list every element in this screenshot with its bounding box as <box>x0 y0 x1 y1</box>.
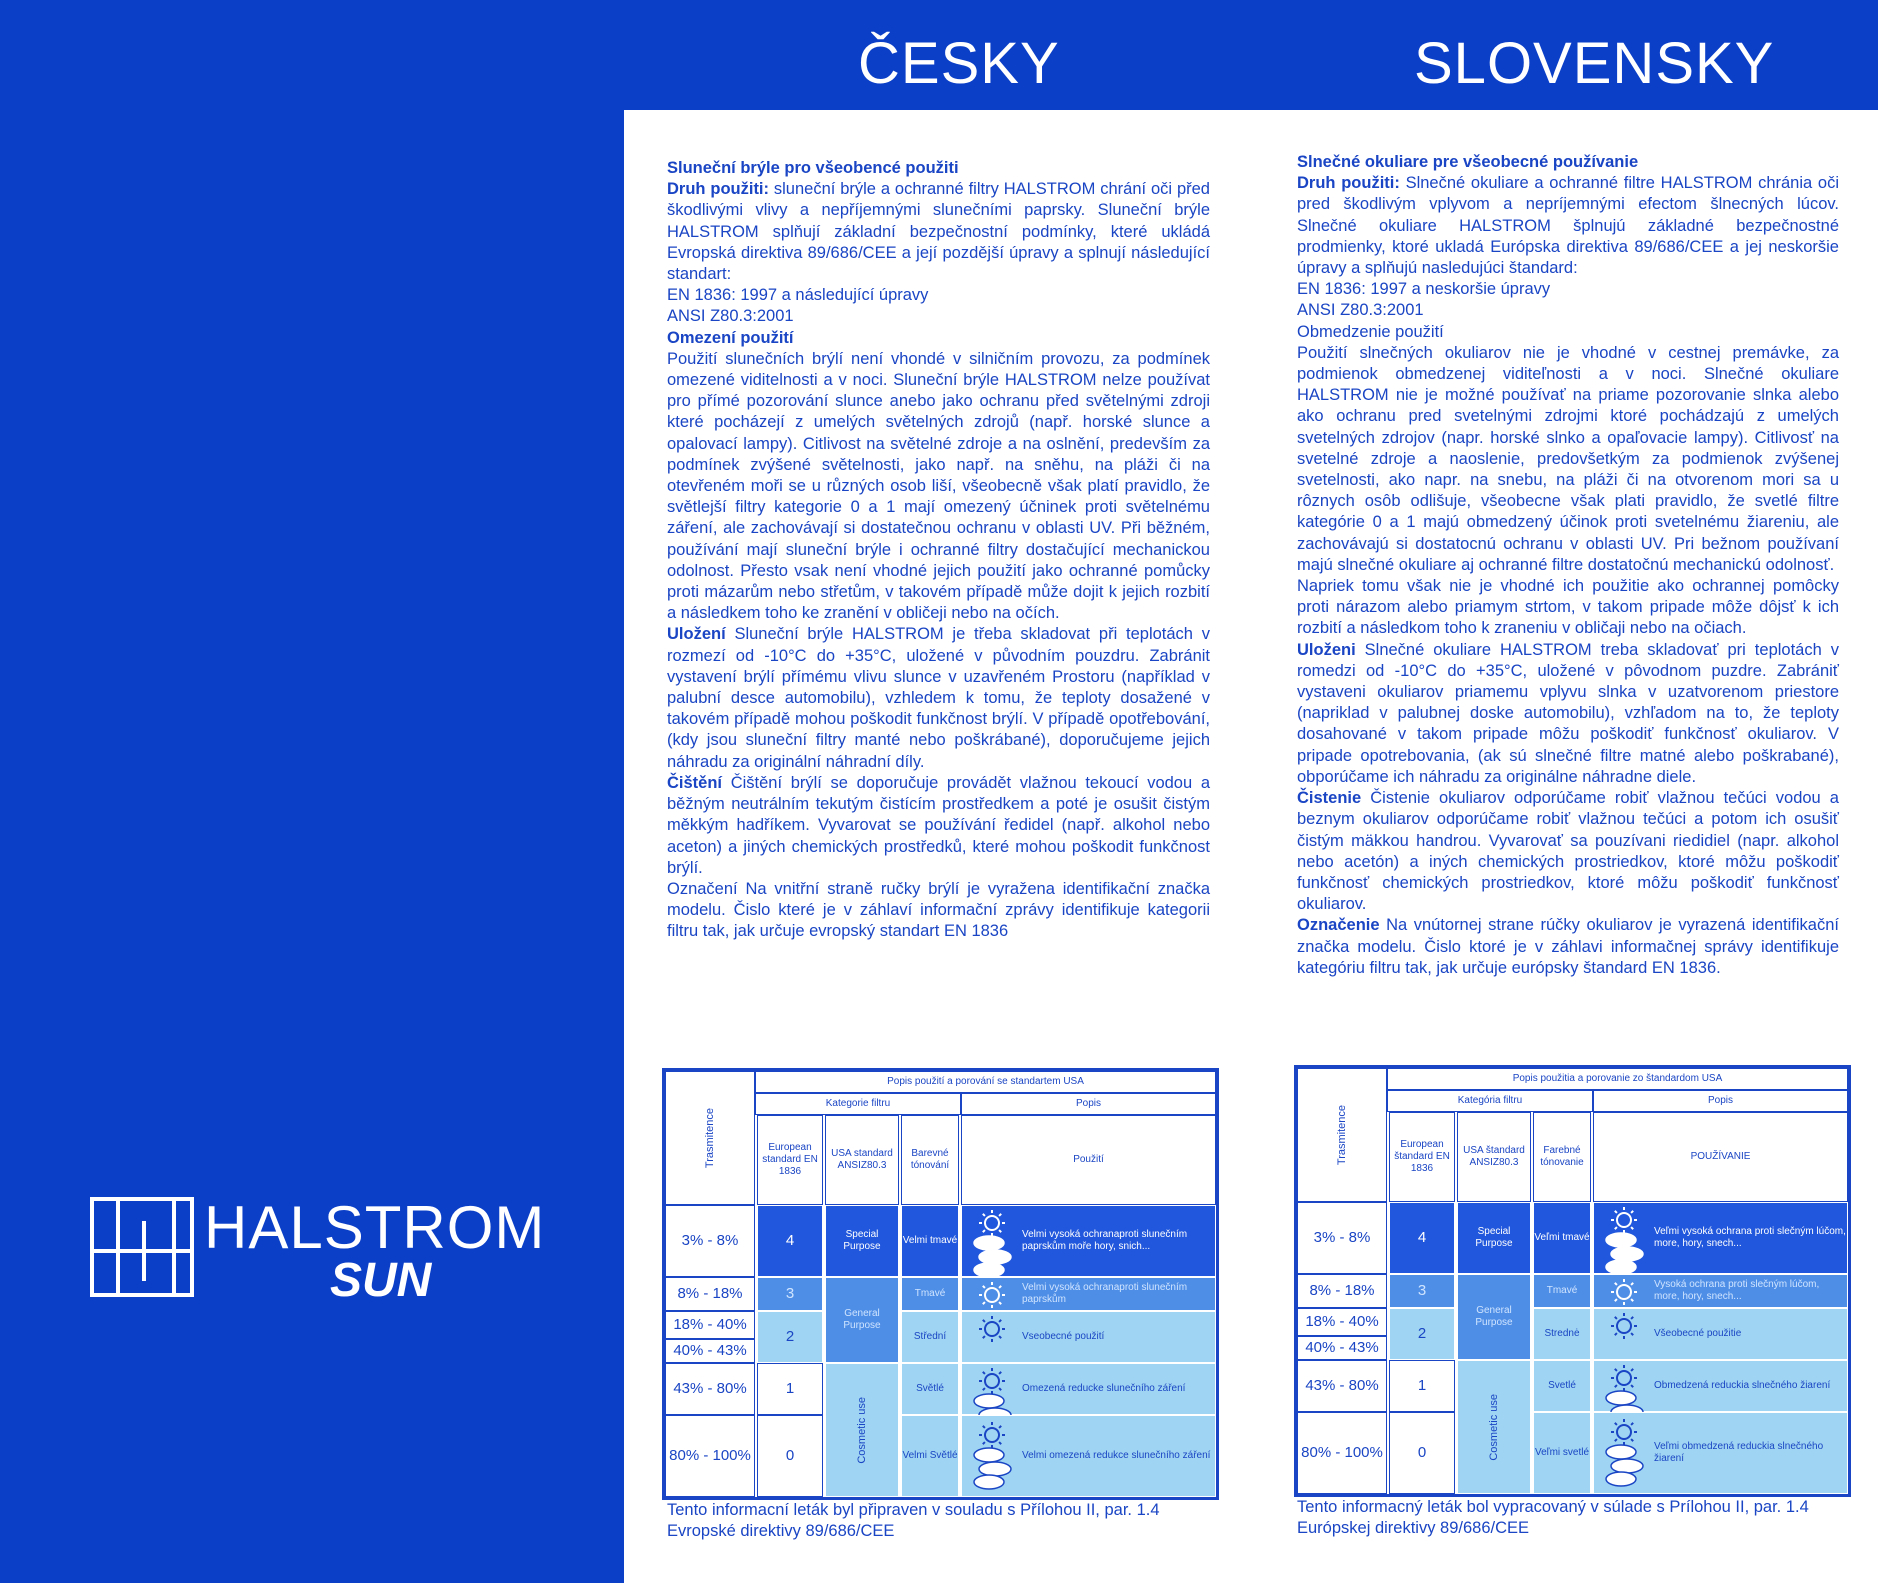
table-row-european: 4 <box>1389 1202 1455 1274</box>
table-row-usa: General Purpose <box>1457 1274 1531 1360</box>
table-row-european: 0 <box>1389 1412 1455 1494</box>
sk-limitations-text: Použití slnečných okuliarov nie je vhodné v cestnej premávke, za podmienok obmedzenej viditeľnosti a v noci. Slnečné okuliare HALSTROM nie je možné používať na priame pozorovanie slnka alebo ako ochranu pred svetelnými zdrojmi ktoré pochádzajú z umelých svetelných zdrojov (napr. horské slnko a opaľovacie lampy). Citlivosť na svetelné zdroje a naoslenie, predovšetkým za podmienok zvýšenej svetelnosti, ako napr. na snebu, na pláži či na otvorenom mori sa u rôznych osôb odlišuje, všeobecne však plati pravidlo, že svetlé filtre kategórie 0 a 1 majú obmedzený účinok proti svetelnému žiareniu, ale zachovávajú si dostatocnú ochranu v oblasti UV. Pri bežnom používaní majú slnečné okuliare aj ochranné filtre dostatočnú mechanickú odolnosť. <box>1297 343 1839 574</box>
table-row-transmittance: 43% - 80% <box>1297 1360 1387 1412</box>
cz-usage-label: Druh použiti: <box>667 180 770 199</box>
table-row-usage: Všeobecné použitie <box>1593 1308 1848 1360</box>
cz-filter-table <box>662 1068 1219 1500</box>
table-category-header: Kategorie filtru <box>755 1093 961 1115</box>
table-row-european: 4 <box>757 1205 823 1277</box>
table-row-usage: Veľmi obmedzená reduckia slnečného žiarení <box>1593 1412 1848 1494</box>
table-row-european: 0 <box>757 1415 823 1497</box>
sk-cleaning-label: Čistenie <box>1297 789 1362 808</box>
sk-marking-label: Označenie <box>1297 916 1380 935</box>
sk-marking-paragraph <box>1297 915 1839 979</box>
language-heading-slovak: SLOVENSKY <box>1414 31 1775 96</box>
table-row-usage: Velmi omezená redukce slunečního záření <box>961 1415 1216 1497</box>
table-row-transmittance: 18% - 40% <box>1297 1308 1387 1336</box>
table-row-tone: Světlé <box>901 1363 959 1415</box>
table-transmittance-label: Trasmitence <box>704 1107 716 1169</box>
table-row-usa: Special Purpose <box>1457 1202 1531 1274</box>
table-row-tone: Střední <box>901 1311 959 1363</box>
table-row-transmittance: 3% - 8% <box>665 1205 755 1277</box>
halstrom-sun-logo <box>90 1194 546 1307</box>
cz-storage-text: Sluneční brýle HALSTROM je třeba skladovat při teplotách v rozmezí od -10°C do +35°C, uložené v původním pouzdru. Zabránit vystavení brýlí přímému vlivu slunce v uzavřeném Prostoru (například v palubní desce automobilu), vzhledem k tomu, že teploty dosažené v takovém případě mohou poškodit funkčnost brýlí. V případě opotřebování, (kdy jsou sluneční filtry manté nebo poškrábané), doporučujeme jejich náhradu za originální náhradní díly. <box>667 625 1210 771</box>
table-row-usa: General Purpose <box>825 1277 899 1363</box>
table-transmittance-header <box>665 1071 755 1205</box>
table-transmittance-header <box>1297 1068 1387 1202</box>
sun-icon <box>969 1421 1015 1491</box>
sun-icon <box>969 1315 1015 1349</box>
table-cosmetic-use-label: Cosmetic use <box>856 1396 868 1464</box>
sk-storage-label: Uloženi <box>1297 640 1356 659</box>
cz-footer-note: Tento informacní leták byl připraven v souladu s Přílohou II, par. 1.4 Evropské direktivy 89/686/CEE <box>667 1501 1160 1540</box>
sun-icon <box>1601 1278 1647 1312</box>
sk-cleaning-text: Čistenie okuliarov odporúčame robiť vlažnou tečúci vodou a beznym okuliarov odporúčame robiť vlažnou tečúci a potom ich osušiť čistým mäkkou handrou. Vyvarovať sa pouzívani riedidiel (napr. alkohol nebo acetón) a iných chemických prostriedkov, ktoré môžu poškodiť funkčnosť chemických prostriedkov, ktoré môžu poškodiť funkčnosť okuliarov. <box>1297 789 1839 914</box>
sk-standard-1: EN 1836: 1997 a neskoršie úpravy <box>1297 280 1551 299</box>
cz-cleaning-text: Čištění brýlí se doporučuje provádět vlažnou tekoucí vodou a běžným neutrálním tekutým čistícím prostředkem a poté je osušit čistým měkkým hadříkem. Vyvarovat se používání ředidel (např. alkohol nebo aceton) a jiných chemických prostředků, které mohou poškodit funkčnost brýlí. <box>667 773 1210 877</box>
table-row-usage: Veľmi vysoká ochrana proti slečným lúčom, more, hory, snech... <box>1593 1202 1848 1274</box>
cz-storage-label: Uložení <box>667 625 726 644</box>
table-col-usa: USA štandard ANSIZ80.3 <box>1457 1112 1531 1202</box>
cz-cleaning-paragraph <box>667 773 1210 879</box>
table-category-header: Kategória filtru <box>1387 1090 1593 1112</box>
sk-footer-note: Tento informacný leták bol vypracovaný v súlade s Prílohou II, par. 1.4 Európskej direktivy 89/686/CEE <box>1297 1498 1809 1537</box>
table-row-european: 2 <box>1389 1308 1455 1360</box>
sun-icon <box>1601 1206 1647 1276</box>
table-row-transmittance: 8% - 18% <box>1297 1274 1387 1308</box>
table-row-usa-cosmetic <box>1457 1360 1531 1494</box>
logo-name: HALSTROM <box>204 1194 546 1261</box>
table-col-tone: Barevné tónování <box>901 1115 959 1205</box>
table-row-european: 3 <box>757 1277 823 1311</box>
table-row-european: 3 <box>1389 1274 1455 1308</box>
table-col-tone: Farebné tónovanie <box>1533 1112 1591 1202</box>
table-col-european: European standard EN 1836 <box>757 1115 823 1205</box>
cz-storage-paragraph <box>667 624 1210 772</box>
table-row-usage: Vysoká ochrana proti slečným lúčom, more, hory, snech... <box>1593 1274 1848 1308</box>
table-row-usage: Omezená reducke slunečního záření <box>961 1363 1216 1415</box>
cz-usage-paragraph <box>667 179 1210 285</box>
table-row-transmittance: 40% - 43% <box>665 1339 755 1363</box>
table-description-header: Popis <box>961 1093 1216 1115</box>
table-col-usage: POUŽÍVANIE <box>1593 1112 1848 1202</box>
table-row-usa: Special Purpose <box>825 1205 899 1277</box>
sk-storage-text: Slnečné okuliare HALSTROM treba skladovať pri teplotách v romedzi od -10°C do +35°C, uložené v pôvodnom puzdre. Zabrániť vystaveni okuliarov priamemu vplyvu slnka v uzatvorenom priestore (napriklad v palubnej doske automobilu), vzhľadom na to, že teploty dosahované v takom pripade môžu poškodiť funkčnosť okuliarov. V pripade opotrebovania, (ak sú slnečné filtre matné alebo poškrabané), obporúčame ich náhradu za originálne náhradne diele. <box>1297 640 1839 786</box>
sk-usage-text: Slnečné okuliare a ochranné filtre HALSTROM chránia oči pred škodlivým vplyvom a nepríjemnými efectom šlnecných lúcov. Slnečné okuliare HALSTROM šplnujú základné bezpečnostné prodmienky, ktoré ukladá Európska direktiva 89/686/CEE a jej neskoršie úpravy a splňujú nasledujúci štandard: <box>1297 174 1839 278</box>
sun-icon <box>1601 1312 1647 1346</box>
cz-cleaning-label: Čištění <box>667 773 723 792</box>
table-row-tone: Tmavé <box>901 1277 959 1311</box>
table-row-european: 1 <box>1389 1360 1455 1412</box>
table-row-usage: Velmi vysoká ochranaproti slunečním paprskům <box>961 1277 1216 1311</box>
logo-mark-icon <box>90 1197 194 1297</box>
table-row-european: 2 <box>757 1311 823 1363</box>
sk-title: Slnečné okuliare pre všeobecné používanie <box>1297 153 1639 171</box>
sk-standard-2: ANSI Z80.3:2001 <box>1297 301 1424 320</box>
table-col-usage: Použití <box>961 1115 1216 1205</box>
table-header: Popis použitia a porovanie zo štandardom USA <box>1387 1068 1848 1090</box>
table-row-transmittance: 8% - 18% <box>665 1277 755 1311</box>
table-row-usage: Vseobecné použití <box>961 1311 1216 1363</box>
table-col-european: European štandard EN 1836 <box>1389 1112 1455 1202</box>
table-row-tone: Veľmi svetlé <box>1533 1412 1591 1494</box>
table-row-usa-cosmetic <box>825 1363 899 1497</box>
sk-limitations-text-2: Napriek tomu však nie je vhodné ich použitie ako ochrannej pomôcky proti nárazom alebo priamym strtom, v takom pripade môže dôjsť k ich rozbití a následkom toho k zraneniu v obličaji nebo na očiach. <box>1297 577 1839 638</box>
cz-limitations-title: Omezení použití <box>667 328 794 347</box>
table-transmittance-label: Trasmitence <box>1336 1104 1348 1166</box>
cz-standard-1: EN 1836: 1997 a následující úpravy <box>667 286 929 305</box>
table-row-usage: Obmedzená reduckia slnečného žiarení <box>1593 1360 1848 1412</box>
sk-usage-paragraph <box>1297 173 1839 279</box>
table-description-header: Popis <box>1593 1090 1848 1112</box>
sk-storage-paragraph <box>1297 640 1839 788</box>
czech-text-column <box>667 158 1210 943</box>
logo-sub: SUN <box>330 1254 432 1307</box>
language-heading-czech: ČESKY <box>858 31 1060 96</box>
cz-marking-text: Označení Na vnitřní straně ručky brýlí je vyražena identifikační značka modelu. Čislo které je v záhlaví informační zprávy identifikuje kategorii filtru tak, jak určuje evropský standart EN 1836 <box>667 879 1210 941</box>
table-row-transmittance: 43% - 80% <box>665 1363 755 1415</box>
sk-marking-text: Na vnútornej strane rúčky okuliarov je vyrazená identifikační značka modelu. Čislo ktoré je v záhlavi informačnej správy identifikuje kategóriu filtru tak, jak určuje európsky štandard EN 1836. <box>1297 916 1839 977</box>
sk-usage-label: Druh použiti: <box>1297 174 1400 193</box>
sk-limitations-title: Obmedzenie použití <box>1297 322 1444 341</box>
sk-cleaning-paragraph <box>1297 788 1839 915</box>
sun-icon <box>1601 1418 1647 1488</box>
cz-usage-text: sluneční brýle a ochranné filtry HALSTROM chrání oči před škodlivými vlivy a nepříjemnými slunečními paprsky. Sluneční brýle HALSTROM splňují základní bezpečnostní podmínky, které ukládá Evropská direktiva 89/686/CEE a její pozdější úpravy a splnují následující standart: <box>667 180 1210 284</box>
table-header: Popis použití a porování se standartem USA <box>755 1071 1216 1093</box>
table-row-transmittance: 80% - 100% <box>665 1415 755 1497</box>
table-cosmetic-use-label: Cosmetic use <box>1488 1393 1500 1461</box>
slovak-text-column <box>1297 152 1839 979</box>
table-row-tone: Svetlé <box>1533 1360 1591 1412</box>
sk-filter-table <box>1294 1065 1851 1497</box>
sun-icon <box>969 1281 1015 1315</box>
table-row-tone: Velmi tmavé <box>901 1205 959 1277</box>
cz-standard-2: ANSI Z80.3:2001 <box>667 307 794 326</box>
table-row-tone: Velmi Světlé <box>901 1415 959 1497</box>
table-row-transmittance: 80% - 100% <box>1297 1412 1387 1494</box>
table-row-tone: Strednė <box>1533 1308 1591 1360</box>
table-row-transmittance: 3% - 8% <box>1297 1202 1387 1274</box>
table-row-usage: Velmi vysoká ochranaproti slunečním paprskům moře hory, snich... <box>961 1205 1216 1277</box>
table-row-european: 1 <box>757 1363 823 1415</box>
table-row-tone: Veľmi tmavé <box>1533 1202 1591 1274</box>
sun-icon <box>969 1209 1015 1279</box>
cz-title: Sluneční brýle pro všeobencé použiti <box>667 159 959 177</box>
table-row-tone: Tmavé <box>1533 1274 1591 1308</box>
table-row-transmittance: 18% - 40% <box>665 1311 755 1339</box>
cz-limitations-text: Použití slunečních brýlí není vhondé v silničním provozu, za podmínek omezené viditelnosti a v noci. Sluneční brýle HALSTROM nelze používat pro přímé pozorování slunce anebo jako ochranu před světelnými zdroji které pocházejí z umelých světelných zdrojů (např. horské slunce a opalovací lampy). Citlivost na světelné zdroje a na oslnění, predevším za podmínek zvýšené světelnosti, jako např. na sněhu, na pláži či na otevřeném moři se u různých osob liší, všeobecně však platí pravidlo, že světlejší filtry kategorie 0 a 1 mají omezený účninek proti světelnému záření, ale zachovávají si dostatečnou ochranu v oblasti UV. Při běžném, používání mají sluneční brýle i ochranné filtry dostačující mechanickou odolnost. Přesto vsak není vhodné jejich použití jako ochranné pomůcky proti mázarům nebo střetům, v takovém případě může dojit k jejich rozbití a následkem toho ke zranění v obličeji nebo na očích. <box>667 349 1210 623</box>
table-col-usa: USA standard ANSIZ80.3 <box>825 1115 899 1205</box>
table-row-transmittance: 40% - 43% <box>1297 1336 1387 1360</box>
